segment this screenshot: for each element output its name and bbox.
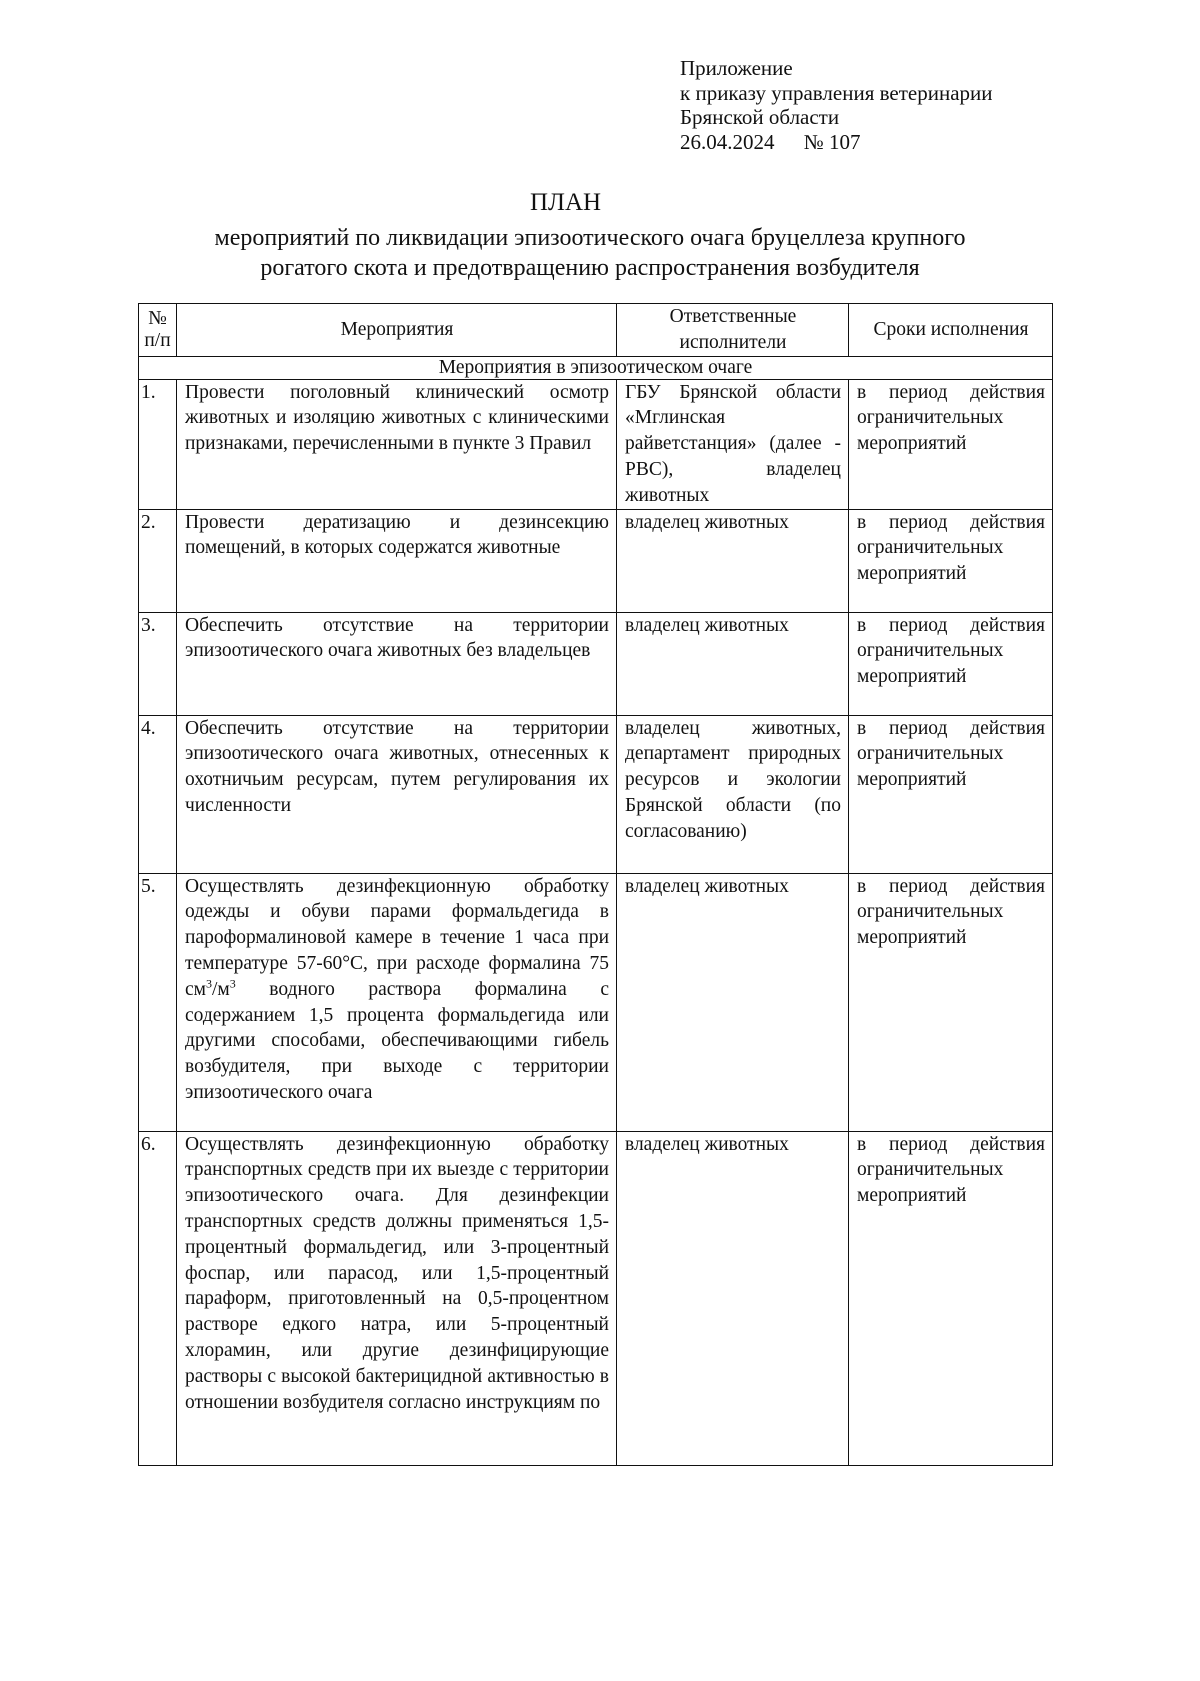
header-number: [139, 304, 177, 357]
row-number: 3.: [139, 612, 177, 715]
row-responsible: владелец животных, департамент природных ресурсов и экологии Брянской области (по согласованию): [617, 715, 849, 873]
table-row: [139, 1131, 1053, 1465]
header-responsible: Ответственные исполнители: [617, 304, 849, 357]
row-responsible: владелец животных: [617, 509, 849, 612]
table-row: [139, 379, 1053, 509]
row-term: в период действия ограничительных мероприятий: [849, 715, 1053, 873]
row-measure: Обеспечить отсутствие на территории эпизоотического очага животных без владельцев: [177, 612, 617, 715]
row-measure: Провести дератизацию и дезинсекцию помещений, в которых содержатся животные: [177, 509, 617, 612]
row-responsible: владелец животных: [617, 1131, 849, 1465]
appendix-line1: Приложение: [680, 56, 793, 80]
header-number-sign: №: [148, 307, 167, 329]
table-row: [139, 873, 1053, 1131]
subtitle-line2: рогатого скота и предотвращению распространения возбудителя: [260, 255, 920, 281]
table-row: [139, 509, 1053, 612]
section-title: Мероприятия в эпизоотическом очаге: [139, 356, 1053, 379]
measure-text-part1: Осуществлять дезинфекционную обработку одежды и обуви парами формальдегида в пароформалиновой камере в течение 1 часа при температуре 57-60°С, при расходе формалина 75 см: [185, 875, 609, 1000]
plan-table: [138, 303, 1053, 1466]
row-responsible: владелец животных: [617, 612, 849, 715]
row-term: в период действия ограничительных мероприятий: [849, 1131, 1053, 1465]
row-measure: [177, 873, 617, 1131]
row-measure: Осуществлять дезинфекционную обработку транспортных средств при их выезде с территории эпизоотического очага. Для дезинфекции транспортных средств должны применяться 1,5-процентный формальдегид, или 3-процентный фоспар, или парасод, или 1,5-процентный параформ, приготовленный на 0,5-процентном растворе едкого натра, или 5-процентный хлорамин, или другие дезинфицирующие растворы с высокой бактерицидной активностью в отношении возбудителя согласно инструкциям по: [177, 1131, 617, 1465]
appendix-date-line: [680, 130, 993, 155]
subtitle-line1: мероприятий по ликвидации эпизоотического очага бруцеллеза крупного: [214, 225, 966, 251]
appendix-block: [680, 56, 993, 154]
row-responsible: владелец животных: [617, 873, 849, 1131]
appendix-line3: Брянской области: [680, 105, 840, 129]
document-subtitle: [150, 223, 1030, 283]
row-measure: Обеспечить отсутствие на территории эпизоотического очага животных, отнесенных к охотничьим ресурсам, путем регулирования их численности: [177, 715, 617, 873]
measure-superscript2: 3: [229, 976, 236, 991]
row-term: в период действия ограничительных мероприятий: [849, 612, 1053, 715]
row-responsible: ГБУ Брянской области «Мглинская райветстанция» (далее - РВС), владелец животных: [617, 379, 849, 509]
row-number: 1.: [139, 379, 177, 509]
table-header-row: [139, 304, 1053, 357]
order-date: 26.04.2024: [680, 129, 775, 154]
row-term: в период действия ограничительных мероприятий: [849, 379, 1053, 509]
section-row: [139, 356, 1053, 379]
row-number: 5.: [139, 873, 177, 1131]
table-row: [139, 612, 1053, 715]
row-measure: Провести поголовный клинический осмотр животных и изоляцию животных с клиническими признаками, перечисленными в пункте 3 Правил: [177, 379, 617, 509]
measure-text-part3: водного раствора формалина с содержанием 1,5 процента формальдегида или другими способами, обеспечивающими гибель возбудителя, при выходе с территории эпизоотического очага: [185, 978, 609, 1103]
table-row: [139, 715, 1053, 873]
order-number: 107: [829, 129, 861, 154]
order-number-sign: №: [803, 129, 824, 154]
row-term: в период действия ограничительных мероприятий: [849, 873, 1053, 1131]
row-number: 2.: [139, 509, 177, 612]
header-number-pp: п/п: [144, 329, 171, 351]
header-measures: Мероприятия: [177, 304, 617, 357]
header-terms: Сроки исполнения: [849, 304, 1053, 357]
measure-text-part2: /м: [212, 978, 230, 1000]
appendix-line2: к приказу управления ветеринарии: [680, 80, 993, 105]
document-title: ПЛАН: [529, 189, 602, 216]
row-term: в период действия ограничительных мероприятий: [849, 509, 1053, 612]
row-number: 6.: [139, 1131, 177, 1465]
measure-superscript1: 3: [206, 976, 212, 991]
row-number: 4.: [139, 715, 177, 873]
